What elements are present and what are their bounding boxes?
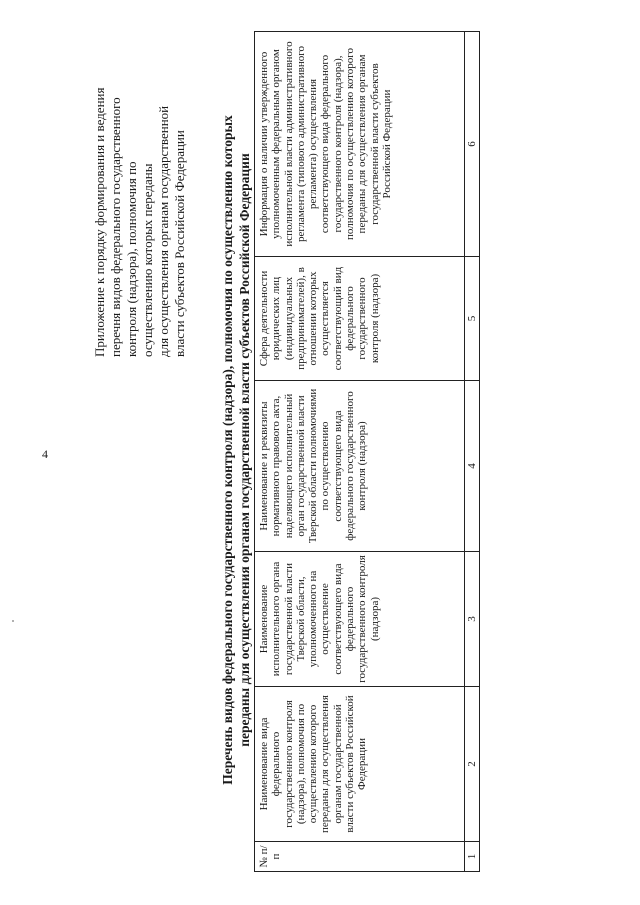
document-title (219, 45, 253, 855)
header-cell-regulation-info: Информация о наличии утвержденного уполномоченным федеральным органом исполнительной власти административного регламента (типового административного регламента) осуществления соответствующего вида федерального государственного контроля (надзора), полномочия по осуществлению которого переданы для осуществления органам государственной власти субъектов Российской Федерации (255, 32, 465, 257)
appendix-line: осуществлению которых переданы (140, 163, 155, 357)
column-number-row (465, 32, 480, 872)
control-types-table (254, 31, 480, 872)
appendix-line: перечня видов федерального государственного (108, 97, 123, 357)
column-number: 6 (465, 32, 480, 257)
column-number: 3 (465, 552, 480, 687)
header-cell-control-type: Наименование вида федерального государственного контроля (надзора), полномочия по осуществлению которого переданы для осуществления органам государственной власти субъектов Российской Федерации (255, 687, 465, 842)
header-cell-number: № п/п (255, 842, 465, 872)
appendix-line: власти субъектов Российской Федерации (172, 130, 187, 357)
title-line: Перечень видов федерального государственного контроля (надзора), полномочия по осуществлению которых (220, 115, 235, 785)
title-line: переданы для осуществления органам государственной власти субъектов Российской Федерации (237, 153, 252, 747)
column-number: 5 (465, 257, 480, 381)
column-number: 2 (465, 687, 480, 842)
column-number: 1 (465, 842, 480, 872)
appendix-line: Приложение к порядку формирования и ведения (92, 87, 107, 357)
appendix-line: контроля (надзора), полномочия по (124, 161, 139, 357)
header-cell-activity-sphere: Сфера деятельности юридических лиц (индивидуальных предпринимателей), в отношении которых осуществляется соответствующий вид федерального государственного контроля (надзора) (255, 257, 465, 381)
header-cell-executive-body: Наименование исполнительного органа государственной власти Тверской области, уполномоченного на осуществление соответствующего вида федерального государственного контроля (надзора) (255, 552, 465, 687)
appendix-line: для осуществления органам государственной (156, 105, 171, 357)
header-cell-legal-act: Наименование и реквизиты нормативного правового акта, наделяющего исполнительный орган государственной власти Тверской области полномочиями по осуществлению соответствующего вида федерального государственного контроля (надзора) (255, 381, 465, 552)
column-number: 4 (465, 381, 480, 552)
appendix-note (92, 27, 188, 357)
page-number: 4 (42, 447, 48, 461)
table-header-row (255, 32, 465, 872)
